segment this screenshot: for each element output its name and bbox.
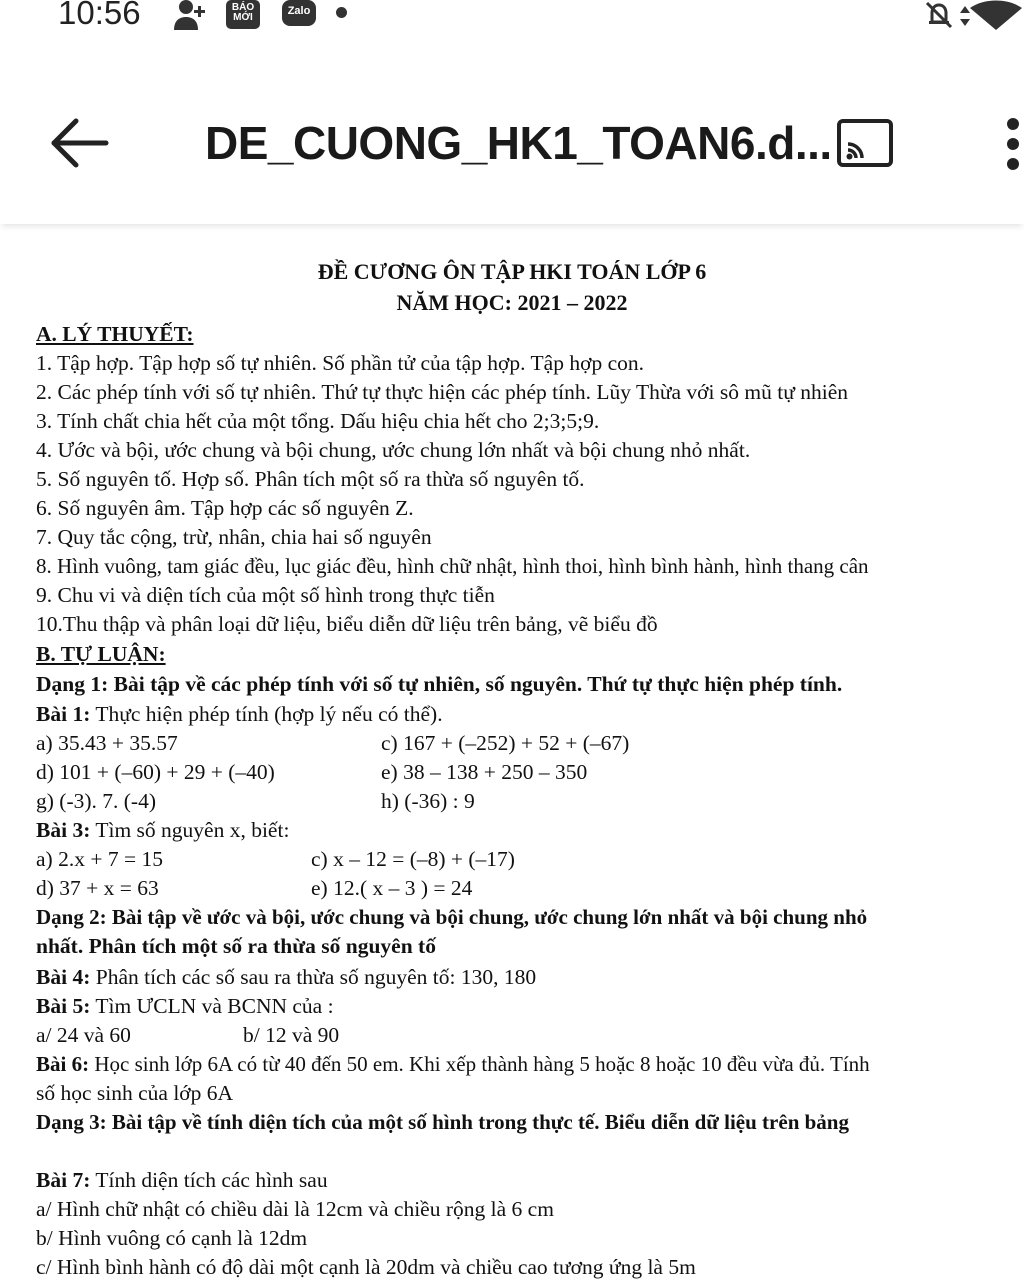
bai-4-label: Bài 4: <box>36 965 91 989</box>
bai-7-label: Bài 7: <box>36 1168 91 1192</box>
doc-heading: ĐỀ CƯƠNG ÔN TẬP HKI TOÁN LỚP 6 <box>317 259 707 284</box>
bai-4-prompt <box>36 963 536 991</box>
bai-1-item-a: a) 35.43 + 35.57 <box>36 731 178 755</box>
status-bar <box>0 0 1024 34</box>
doc-school-year: NĂM HỌC: 2021 – 2022 <box>396 290 628 315</box>
theory-item: 6. Số nguyên âm. Tập hợp các số nguyên Z. <box>36 496 414 520</box>
bai-6-text: Học sinh lớp 6A có từ 40 đến 50 em. Khi xếp thành hàng 5 hoặc 8 hoặc 10 đều vừa đủ. Tính <box>89 1052 870 1076</box>
bai-5-item-b: b/ 12 và 90 <box>243 1023 340 1047</box>
document-page <box>0 228 1024 1280</box>
bai-3-prompt <box>36 816 289 844</box>
bai-3-label: Bài 3: <box>36 818 91 842</box>
bai-5-prompt <box>36 992 334 1020</box>
bai-5-label: Bài 5: <box>36 994 91 1018</box>
bai-3-item-e: e) 12.( x – 3 ) = 24 <box>311 876 473 900</box>
app-bar <box>0 60 1024 224</box>
bai-1-item-h: h) (-36) : 9 <box>381 789 475 813</box>
bai-5-item-a: a/ 24 và 60 <box>36 1023 131 1047</box>
bai-3-item-a: a) 2.x + 7 = 15 <box>36 847 163 871</box>
bai-3-item-d: d) 37 + x = 63 <box>36 876 159 900</box>
notification-dot-icon <box>336 7 347 18</box>
section-a-heading: A. LÝ THUYẾT: <box>36 322 194 346</box>
theory-item: 2. Các phép tính với số tự nhiên. Thứ tự thực hiện các phép tính. Lũy Thừa với sô mũ tự nhiên <box>36 380 848 404</box>
bai-1-item-d: d) 101 + (–60) + 29 + (–40) <box>36 760 275 784</box>
bai-3-item-c: c) x – 12 = (–8) + (–17) <box>311 847 515 871</box>
person-add-icon <box>172 0 208 32</box>
bai-7-item: a/ Hình chữ nhật có chiều dài là 12cm và chiều rộng là 6 cm <box>36 1197 554 1221</box>
baomoi-app-icon <box>226 0 260 29</box>
cast-icon[interactable] <box>836 118 894 168</box>
more-vert-icon[interactable] <box>1000 116 1024 172</box>
bai-1-item-g: g) (-3). 7. (-4) <box>36 789 156 813</box>
baomoi-label: BÁO MỚI <box>231 2 255 23</box>
theory-item: 9. Chu vi và diện tích của một số hình trong thực tiễn <box>36 583 495 607</box>
bai-7-item: c/ Hình bình hành có độ dài một cạnh là 20dm và chiều cao tương ứng là 5m <box>36 1255 696 1279</box>
zalo-app-icon <box>282 0 316 26</box>
zalo-label: Zalo <box>287 5 311 17</box>
theory-item: 8. Hình vuông, tam giác đều, lục giác đều, hình chữ nhật, hình thoi, hình bình hành, hình thang cân <box>36 554 869 578</box>
bai-6-label: Bài 6: <box>36 1052 90 1076</box>
theory-item: 4. Ước và bội, ước chung và bội chung, ước chung lớn nhất và bội chung nhỏ nhất. <box>36 438 751 462</box>
bai-1-prompt <box>36 700 443 728</box>
bai-5-text: Tìm ƯCLN và BCNN của : <box>90 994 334 1018</box>
bai-1-label: Bài 1: <box>36 702 91 726</box>
theory-item: 1. Tập hợp. Tập hợp số tự nhiên. Số phần tử của tập hợp. Tập hợp con. <box>36 351 644 375</box>
bai-3-text: Tìm số nguyên x, biết: <box>90 818 290 842</box>
bai-6-prompt <box>36 1050 870 1078</box>
wifi-icon <box>968 0 1024 30</box>
bai-7-item: b/ Hình vuông có cạnh là 12dm <box>36 1226 308 1250</box>
document-title: DE_CUONG_HK1_TOAN6.d... <box>205 117 832 169</box>
theory-item: 10.Thu thập và phân loại dữ liệu, biểu diễn dữ liệu trên bảng, vẽ biểu đồ <box>36 612 658 636</box>
notifications-off-icon <box>924 0 954 30</box>
bai-1-item-e: e) 38 – 138 + 250 – 350 <box>381 760 588 784</box>
theory-item: 7. Quy tắc cộng, trừ, nhân, chia hai số nguyên <box>36 525 432 549</box>
theory-item: 5. Số nguyên tố. Hợp số. Phân tích một số ra thừa số nguyên tố. <box>36 467 585 491</box>
bai-1-item-c: c) 167 + (–252) + 52 + (–67) <box>381 731 630 755</box>
bai-1-text: Thực hiện phép tính (hợp lý nếu có thể). <box>90 702 443 726</box>
dang-1-heading: Dạng 1: Bài tập về các phép tính với số tự nhiên, số nguyên. Thứ tự thực hiện phép tính. <box>36 672 843 696</box>
bai-6-text-cont: số học sinh của lớp 6A <box>36 1081 234 1105</box>
back-arrow-icon[interactable] <box>48 115 110 171</box>
status-clock: 10:56 <box>58 0 141 31</box>
theory-item: 3. Tính chất chia hết của một tổng. Dấu hiệu chia hết cho 2;3;5;9. <box>36 409 600 433</box>
bai-4-text: Phân tích các số sau ra thừa số nguyên tố: 130, 180 <box>90 965 537 989</box>
bai-7-prompt <box>36 1166 328 1194</box>
dang-2-heading-cont: nhất. Phân tích một số ra thừa số nguyên tố <box>36 934 436 958</box>
dang-2-heading: Dạng 2: Bài tập về ước và bội, ước chung và bội chung, ước chung lớn nhất và bội chung nhỏ <box>36 905 868 929</box>
section-b-heading: B. TỰ LUẬN: <box>36 642 166 666</box>
bai-7-text: Tính diện tích các hình sau <box>90 1168 328 1192</box>
dang-3-heading: Dạng 3: Bài tập về tính diện tích của một số hình trong thực tế. Biểu diễn dữ liệu trên bảng <box>36 1110 849 1134</box>
